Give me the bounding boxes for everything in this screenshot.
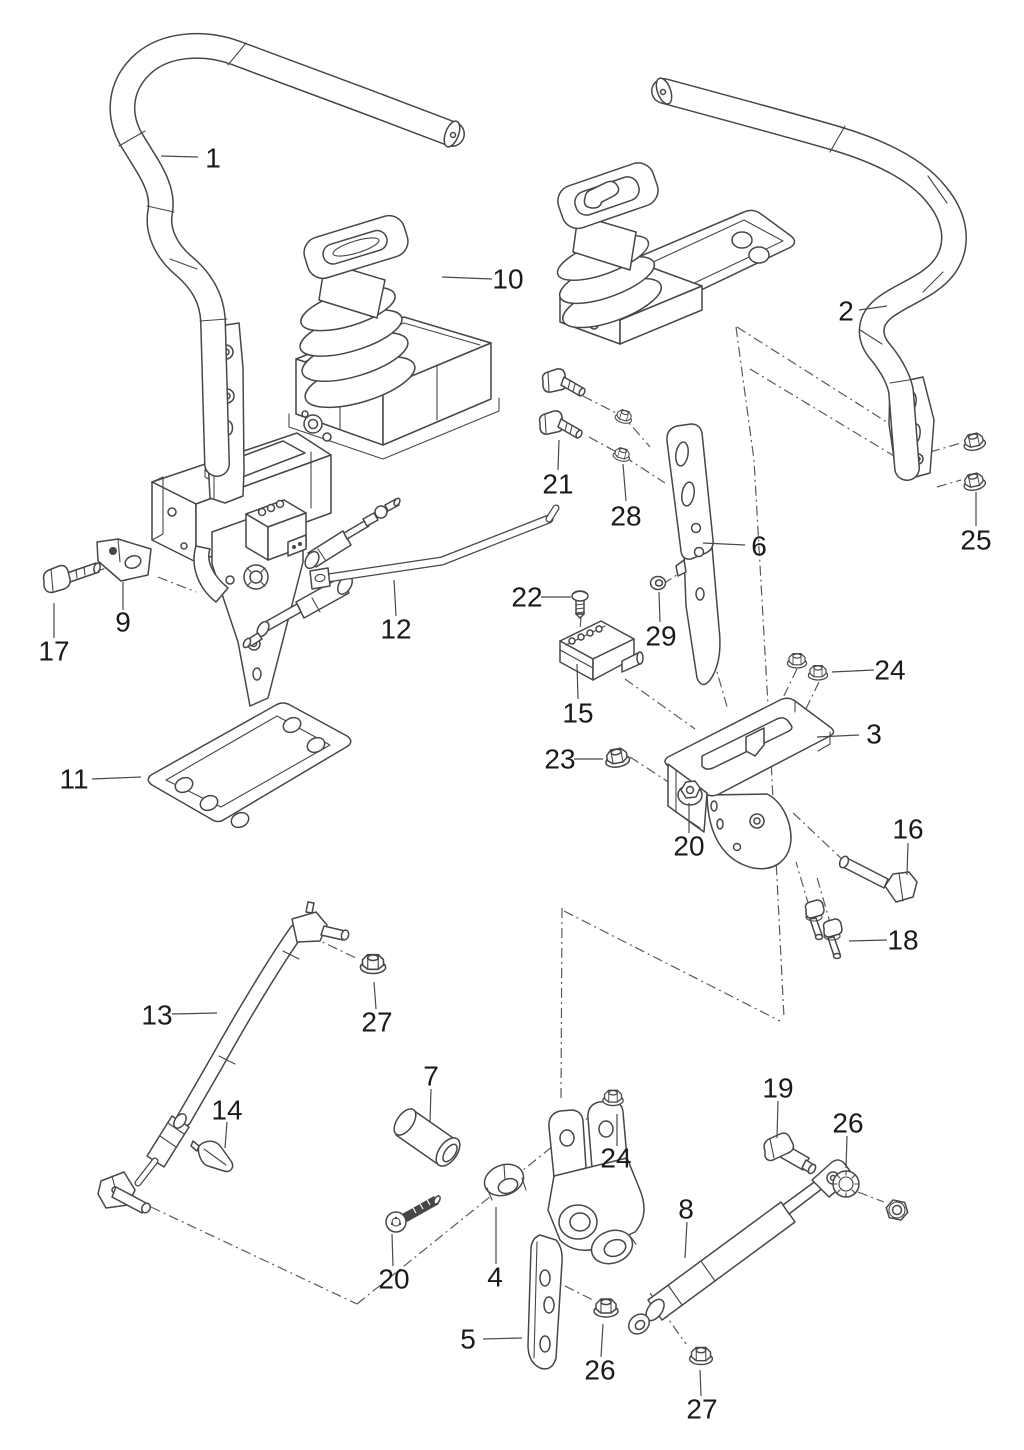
flange-nut-25a (962, 432, 986, 452)
callout-label-28: 28 (610, 500, 642, 532)
flange-nut-24a2 (808, 666, 827, 680)
cable-clamp-9 (97, 539, 151, 581)
callout-label-13: 13 (141, 999, 173, 1031)
assembly-line-18 (561, 908, 562, 1100)
callout-label-26: 26 (584, 1354, 616, 1386)
hex-bolt-21b (540, 411, 584, 439)
hex-bolt-16 (838, 855, 917, 902)
callout-label-20: 20 (673, 830, 705, 862)
retainer-clip-14 (191, 1141, 233, 1171)
assembly-line-9 (790, 810, 844, 861)
hex-bolt-21a (543, 369, 587, 397)
callout-label-5: 5 (460, 1323, 476, 1355)
callout-leader-29 (659, 592, 660, 622)
callout-label-22: 22 (511, 581, 543, 613)
shoulder-bolt-19 (764, 1133, 817, 1175)
callout-leader-12 (394, 580, 396, 616)
callout-leader-26 (601, 1324, 603, 1357)
assembly-line-13 (937, 480, 961, 487)
flange-nut-23 (604, 747, 631, 769)
flange-nut-24b (603, 1090, 623, 1105)
parts-layer (44, 43, 987, 1369)
callout-label-6: 6 (751, 530, 767, 562)
callout-label-25: 25 (960, 524, 992, 556)
callout-label-16: 16 (892, 813, 924, 845)
flange-nut-26b (594, 1299, 618, 1317)
callout-leader-14 (225, 1122, 227, 1148)
hex-bolt-17 (44, 562, 102, 592)
callout-label-24: 24 (600, 1142, 632, 1174)
center-console-boot-plate (552, 159, 794, 344)
screw-22 (572, 591, 588, 618)
switch-15 (560, 621, 643, 680)
callout-label-7: 7 (423, 1060, 439, 1092)
screw-18b (824, 919, 843, 959)
assembly-line-5 (580, 617, 581, 630)
callout-label-11: 11 (59, 763, 89, 795)
gasket-plate-11 (148, 703, 351, 830)
assembly-line-10 (796, 862, 809, 906)
callout-leader-20 (392, 1234, 393, 1266)
console-boot-10 (289, 212, 499, 459)
assembly-line-19 (564, 911, 780, 1021)
callout-leader-10 (442, 277, 492, 279)
callout-leader-16 (907, 843, 908, 875)
screw-18a (806, 900, 825, 940)
callout-label-10: 10 (492, 263, 524, 295)
callout-label-19: 19 (762, 1072, 794, 1104)
flange-nut-25b (962, 472, 986, 492)
flange-nut-24a1 (787, 654, 806, 668)
assembly-line-20 (151, 1207, 357, 1304)
callout-leader-8 (685, 1222, 687, 1258)
callout-leader-1 (161, 156, 198, 157)
gas-damper-8 (625, 1160, 852, 1338)
callout-label-12: 12 (380, 613, 412, 645)
callout-leader-5 (483, 1338, 522, 1339)
assembly-line-12 (930, 443, 961, 452)
assembly-line-16 (750, 369, 904, 462)
link-rod-12 (310, 508, 556, 589)
assembly-line-25 (625, 679, 695, 729)
spacer-7 (390, 1105, 465, 1170)
hex-nut-right (884, 1199, 909, 1221)
assembly-line-1 (158, 577, 196, 592)
callout-label-14: 14 (211, 1094, 243, 1126)
callout-leader-26 (846, 1136, 847, 1168)
flange-nut-28b (612, 446, 631, 463)
callout-label-27: 27 (361, 1006, 393, 1038)
callout-leader-13 (172, 1013, 217, 1014)
callout-label-4: 4 (487, 1261, 503, 1293)
knurled-nut-26-right (833, 1171, 859, 1197)
callout-label-3: 3 (866, 718, 882, 750)
callout-label-21: 21 (542, 468, 574, 500)
callout-label-23: 23 (544, 743, 576, 775)
callout-label-24: 24 (874, 654, 906, 686)
callout-leader-27 (700, 1370, 701, 1396)
callout-label-15: 15 (562, 697, 594, 729)
left-control-lever (119, 43, 463, 503)
washer-29 (651, 577, 666, 590)
callout-leader-18 (849, 940, 887, 941)
callout-label-29: 29 (645, 620, 677, 652)
callout-label-27: 27 (686, 1393, 718, 1425)
flange-nut-27a (360, 955, 385, 974)
callout-leader-27 (374, 982, 376, 1009)
callout-label-2: 2 (838, 295, 854, 327)
torx-screw-20-lower (386, 1195, 441, 1232)
assembly-line-17 (736, 327, 784, 1018)
callout-label-1: 1 (205, 142, 221, 174)
flange-nut-27b (690, 1347, 713, 1364)
callout-leader-7 (430, 1089, 431, 1122)
callout-leader-11 (92, 777, 141, 779)
callout-leader-19 (777, 1101, 778, 1138)
callout-leader-24 (832, 670, 874, 672)
callout-label-26: 26 (832, 1107, 864, 1139)
callout-label-9: 9 (115, 606, 131, 638)
callout-label-20: 20 (378, 1263, 410, 1295)
callout-label-18: 18 (887, 924, 919, 956)
assembly-line-22 (858, 1192, 884, 1202)
callout-leader-21 (558, 440, 559, 470)
flange-nut-28a (614, 408, 633, 425)
callout-leader-28 (623, 464, 626, 501)
callout-label-17: 17 (38, 635, 70, 667)
bushing-4-upper (480, 1159, 528, 1201)
callout-label-8: 8 (678, 1193, 694, 1225)
